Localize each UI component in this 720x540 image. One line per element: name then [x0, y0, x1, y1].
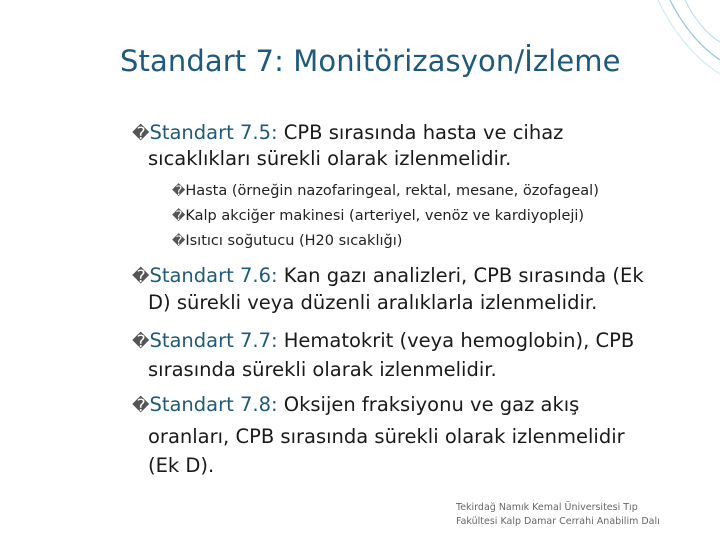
standard-key: Standart 7.8: — [149, 393, 278, 416]
bullet-icon: � — [172, 234, 186, 249]
bullet-icon: � — [132, 396, 150, 416]
sub-item-text: Isıtıcı soğutucu (H20 sıcaklığı) — [185, 233, 403, 249]
item-text: Hematokrit (veya hemoglobin), CPB — [277, 329, 635, 352]
item-text: Kan gazı analizleri, CPB sırasında (Ek — [277, 264, 644, 287]
standard-key: Standart 7.5: — [149, 121, 278, 144]
standard-key: Standart 7.7: — [149, 329, 278, 352]
bullet-icon: � — [172, 209, 186, 224]
item-text-continued: (Ek D). — [148, 454, 215, 477]
sub-item-text: Hasta (örneğin nazofaringeal, rektal, mesane, özofageal) — [185, 183, 599, 199]
item-text: Oksijen fraksiyonu ve gaz akış — [277, 393, 580, 416]
list-item — [132, 120, 563, 147]
list-item — [132, 328, 634, 355]
item-text-continued: oranları, CPB sırasında sürekli olarak izlenmelidir — [148, 425, 625, 448]
footer-line: Tekirdağ Namık Kemal Üniversitesi Tıp — [456, 502, 638, 513]
item-text: CPB sırasında hasta ve cihaz — [277, 121, 564, 144]
bullet-icon: � — [132, 124, 150, 144]
standard-key: Standart 7.6: — [149, 264, 278, 287]
sub-list-item — [172, 206, 584, 227]
sub-list-item — [172, 181, 599, 202]
footer-line: Fakültesi Kalp Damar Cerrahi Anabilim Dalı — [456, 516, 660, 527]
item-text-continued: sıcaklıkları sürekli olarak izlenmelidir. — [148, 147, 512, 170]
footer-institution — [456, 501, 696, 529]
item-text-continued: D) sürekli veya düzenli aralıklarla izlenmelidir. — [148, 291, 598, 314]
list-item — [132, 263, 644, 290]
sub-item-text: Kalp akciğer makinesi (arteriyel, venöz ve kardiyopleji) — [185, 208, 585, 224]
bullet-icon: � — [132, 332, 150, 352]
bullet-icon: � — [172, 184, 186, 199]
list-item — [132, 392, 579, 419]
sub-list-item — [172, 231, 402, 252]
item-text-continued: sırasında sürekli olarak izlenmelidir. — [148, 358, 497, 381]
slide-title: Standart 7: Monitörizasyon/İzleme — [120, 44, 621, 78]
bullet-icon: � — [132, 267, 150, 287]
